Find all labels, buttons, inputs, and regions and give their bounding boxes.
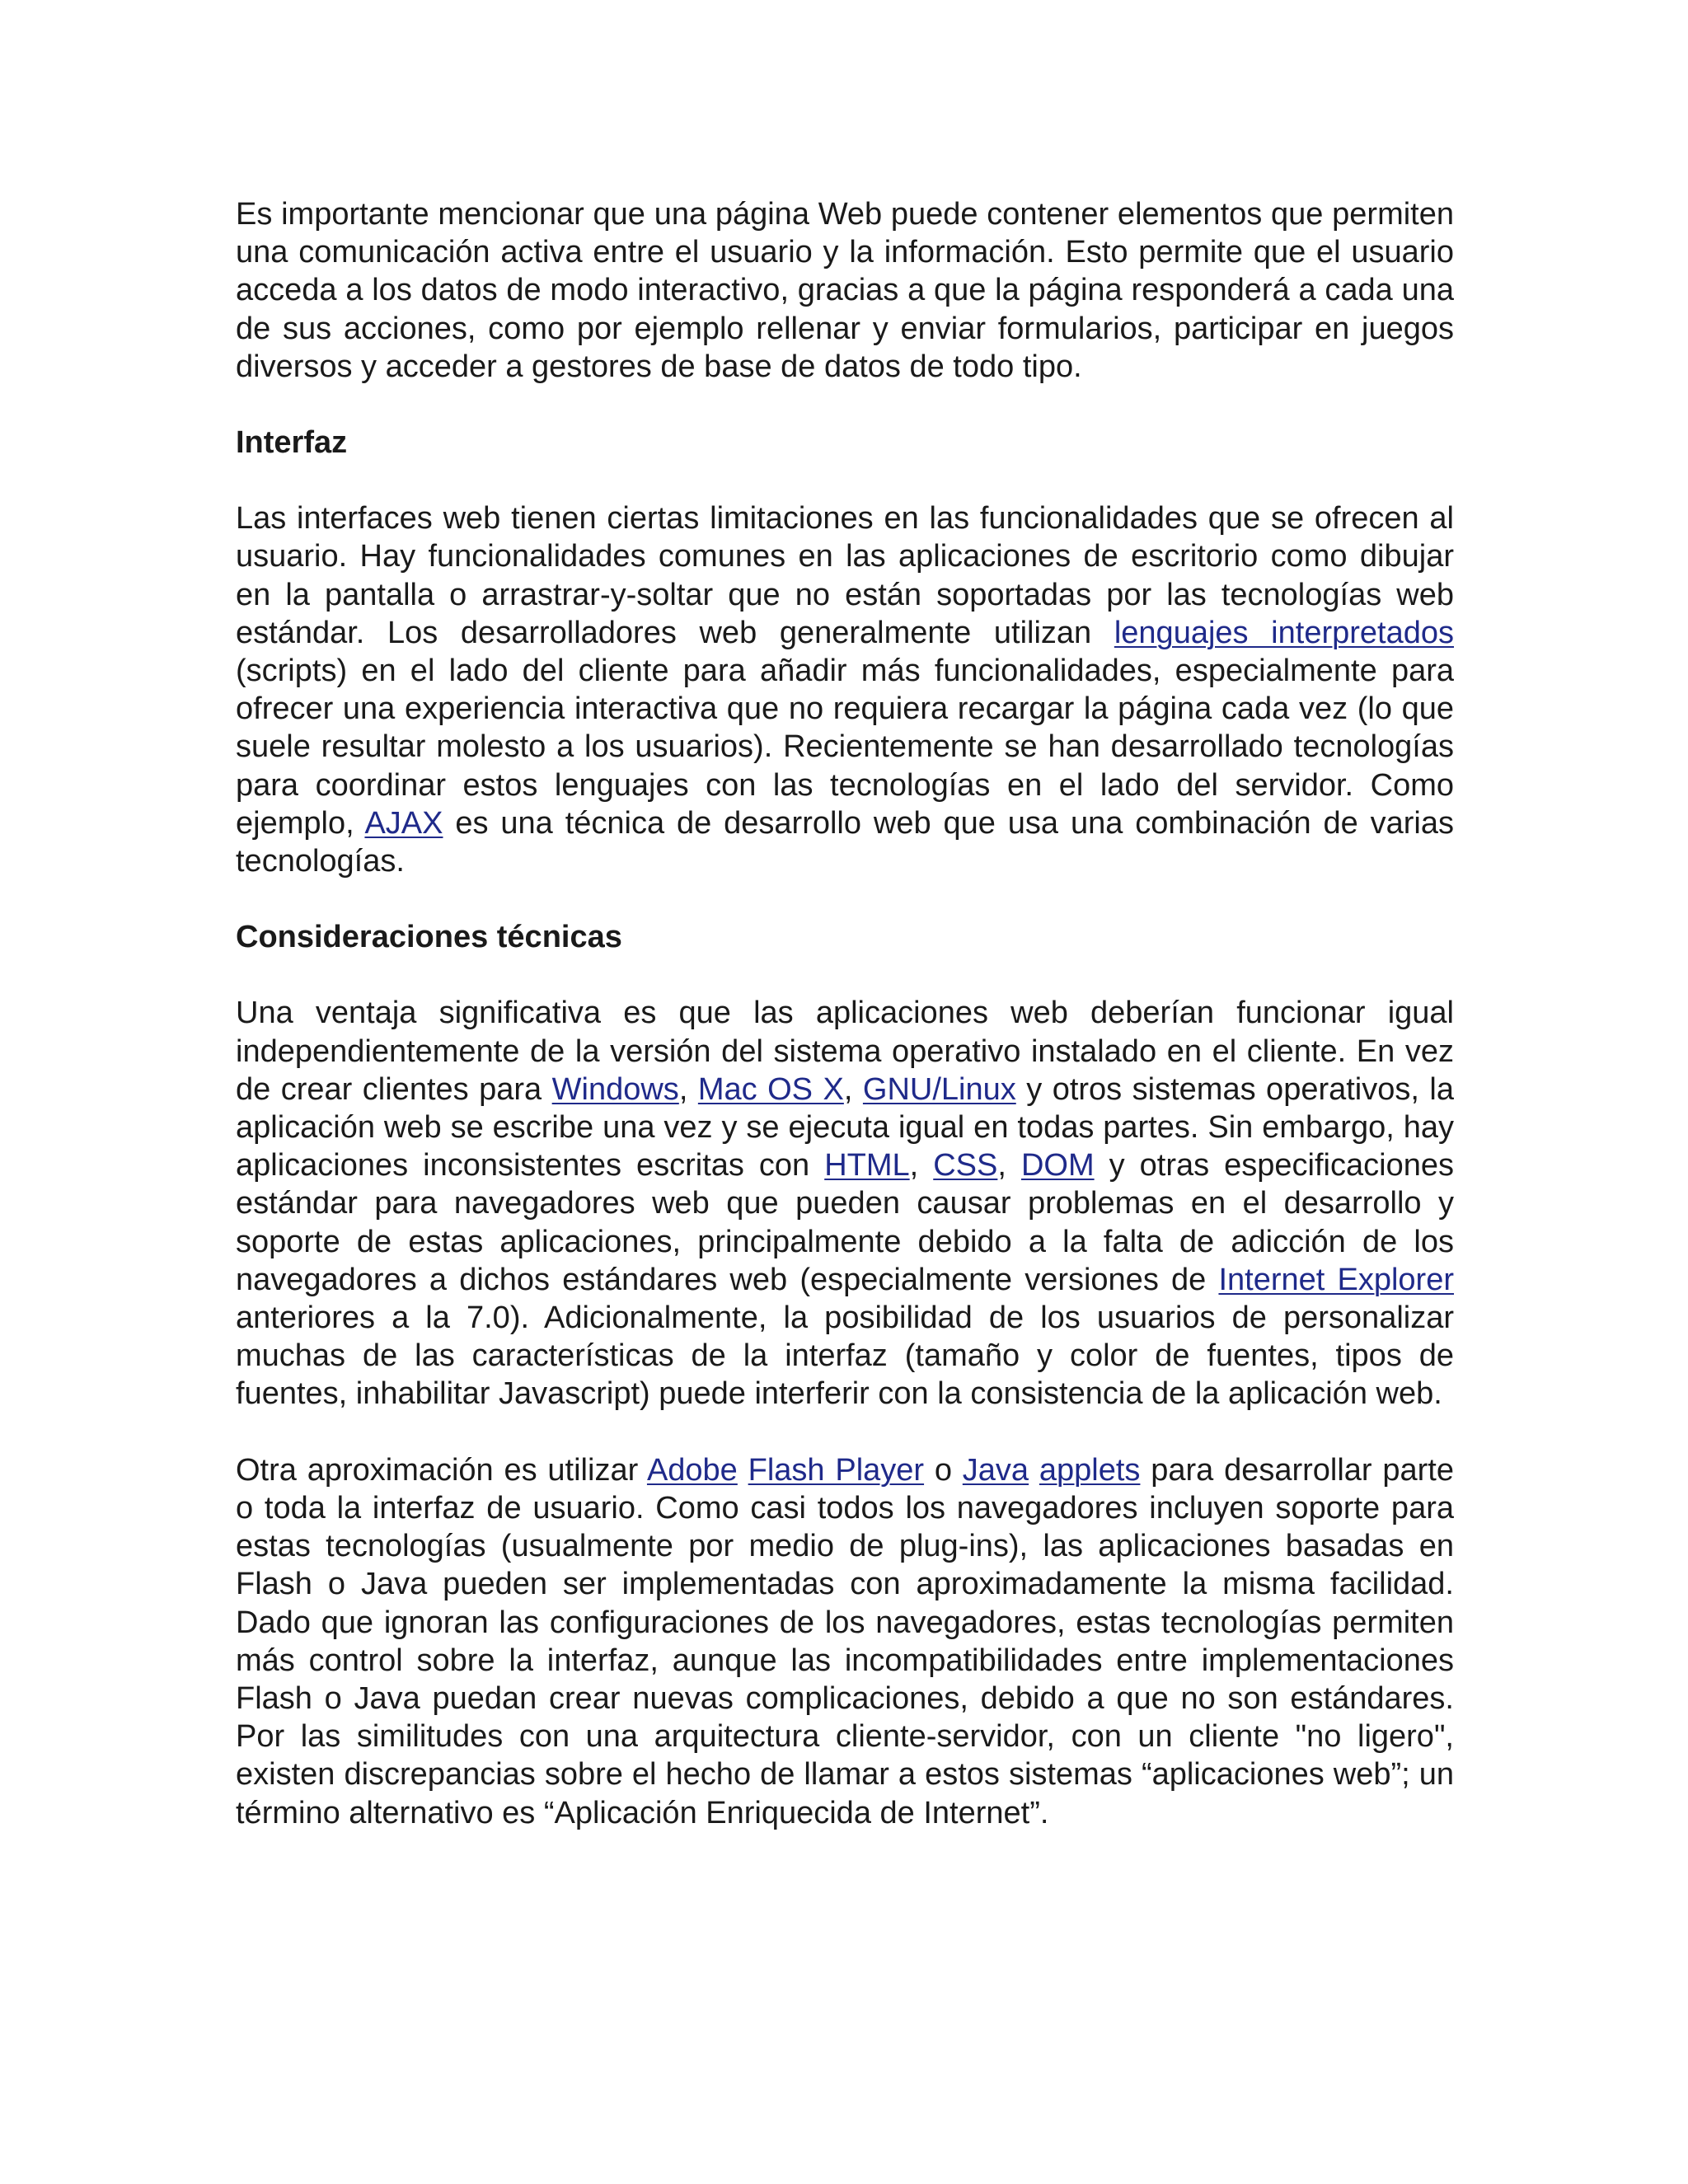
paragraph-spacer <box>236 386 1454 424</box>
otra-text-1: Otra aproximación es utilizar <box>236 1452 647 1488</box>
consideraciones-paragraph <box>236 994 1454 1413</box>
heading-interfaz: Interfaz <box>236 425 348 461</box>
consideraciones-text-2: y otros sistemas operativos, la aplicación web se escribe una vez y se ejecuta igual en todas partes. Sin embargo, hay aplicaciones inconsistentes escritas con <box>236 1071 1454 1183</box>
paragraph-spacer <box>236 462 1454 499</box>
link-ajax[interactable]: AJAX <box>364 805 443 841</box>
consideraciones-text-1: Una ventaja significativa es que las aplicaciones web deberían funcionar igual independientemente de la versión del sistema operativo instalado en el cliente. En vez de crear clientes para <box>236 996 1454 1107</box>
link-windows[interactable]: Windows <box>551 1071 679 1107</box>
otra-aproximacion-paragraph <box>236 1451 1454 1832</box>
interfaz-text-3: es una técnica de desarrollo web que usa una combinación de varias tecnologías. <box>236 805 1455 879</box>
document-body <box>236 195 1454 1832</box>
separator: , <box>997 1148 1021 1183</box>
consideraciones-text-3: y otras especificaciones estándar para navegadores web que pueden causar problemas en el desarrollo y soporte de estas aplicaciones, principalmente debido a la falta de adicción de los navegadores a dichos estándares web (especialmente versiones de <box>236 1148 1454 1297</box>
link-lenguajes-interpretados[interactable]: lenguajes interpretados <box>1114 615 1454 650</box>
intro-text: Es importante mencionar que una página Web puede contener elementos que permiten una comunicación activa entre el usuario y la información. Esto permite que el usuario acceda a los datos de modo interactivo, gracias a que la página responderá a cada una de sus acciones, como por ejemplo rellenar y enviar formularios, participar en juegos diversos y acceder a gestores de base de datos de todo tipo. <box>236 197 1454 384</box>
separator <box>1029 1453 1039 1488</box>
consideraciones-text-4: anteriores a la 7.0). Adicionalmente, la posibilidad de los usuarios de personalizar muchas de las características de la interfaz (tamaño y color de fuentes, tipos de fuentes, inhabilitar Javascript) puede interferir con la consistencia de la aplicación web. <box>236 1301 1454 1412</box>
interfaz-paragraph <box>236 499 1454 880</box>
interfaz-text-2: (scripts) en el lado del cliente para añadir más funcionalidades, especialmente para ofrecer una experiencia interactiva que no requiera recargar la página cada vez (lo que suele resultar molesto a los usuarios). Recientemente se han desarrollado tecnologías para coordinar estos lenguajes con las tecnologías en el lado del servidor. Como ejemplo, <box>236 654 1454 841</box>
link-applets[interactable]: applets <box>1039 1452 1141 1488</box>
link-html[interactable]: HTML <box>824 1148 910 1183</box>
link-mac-os-x[interactable]: Mac OS X <box>697 1071 844 1107</box>
separator: o <box>924 1452 963 1488</box>
paragraph-spacer <box>236 880 1454 918</box>
link-css[interactable]: CSS <box>933 1148 998 1183</box>
link-dom[interactable]: DOM <box>1020 1148 1095 1183</box>
otra-text-2: para desarrollar parte o toda la interfaz de usuario. Como casi todos los navegadores incluyen soporte para estas tecnologías (usualmente por medio de plug-ins), las aplicaciones basadas en Flash o Java pueden ser implementadas con aproximadamente la misma facilidad. Dado que ignoran las configuraciones de los navegadores, estas tecnologías permiten más control sobre la interfaz, aunque las incompatibilidades entre implementaciones Flash o Java puedan crear nuevas complicaciones, debido a que no son estándares. Por las similitudes con una arquitectura cliente-servidor, con un cliente "no ligero", existen discrepancias sobre el hecho de llamar a estos sistemas “aplicaciones web”; un término alternativo es “Aplicación Enriquecida de Internet”. <box>236 1452 1454 1830</box>
link-flash-player[interactable]: Flash Player <box>748 1452 925 1488</box>
link-adobe[interactable]: Adobe <box>646 1452 738 1488</box>
paragraph-spacer <box>236 1413 1454 1451</box>
link-internet-explorer[interactable]: Internet Explorer <box>1218 1262 1454 1297</box>
separator: , <box>909 1148 934 1183</box>
heading-consideraciones-tecnicas: Consideraciones técnicas <box>236 920 622 955</box>
link-gnu-linux[interactable]: GNU/Linux <box>862 1071 1016 1107</box>
intro-paragraph <box>236 195 1454 386</box>
paragraph-spacer <box>236 956 1454 994</box>
separator: , <box>843 1071 863 1107</box>
interfaz-text-1: Las interfaces web tienen ciertas limitaciones en las funcionalidades que se ofrecen al usuario. Hay funcionalidades comunes en las aplicaciones de escritorio como dibujar en la pantalla o arrastrar-y-soltar que no están soportadas por las tecnologías web estándar. Los desarrolladores web generalmente utilizan <box>236 501 1454 650</box>
separator: , <box>678 1071 698 1107</box>
link-java[interactable]: Java <box>962 1452 1029 1488</box>
separator <box>738 1453 748 1488</box>
